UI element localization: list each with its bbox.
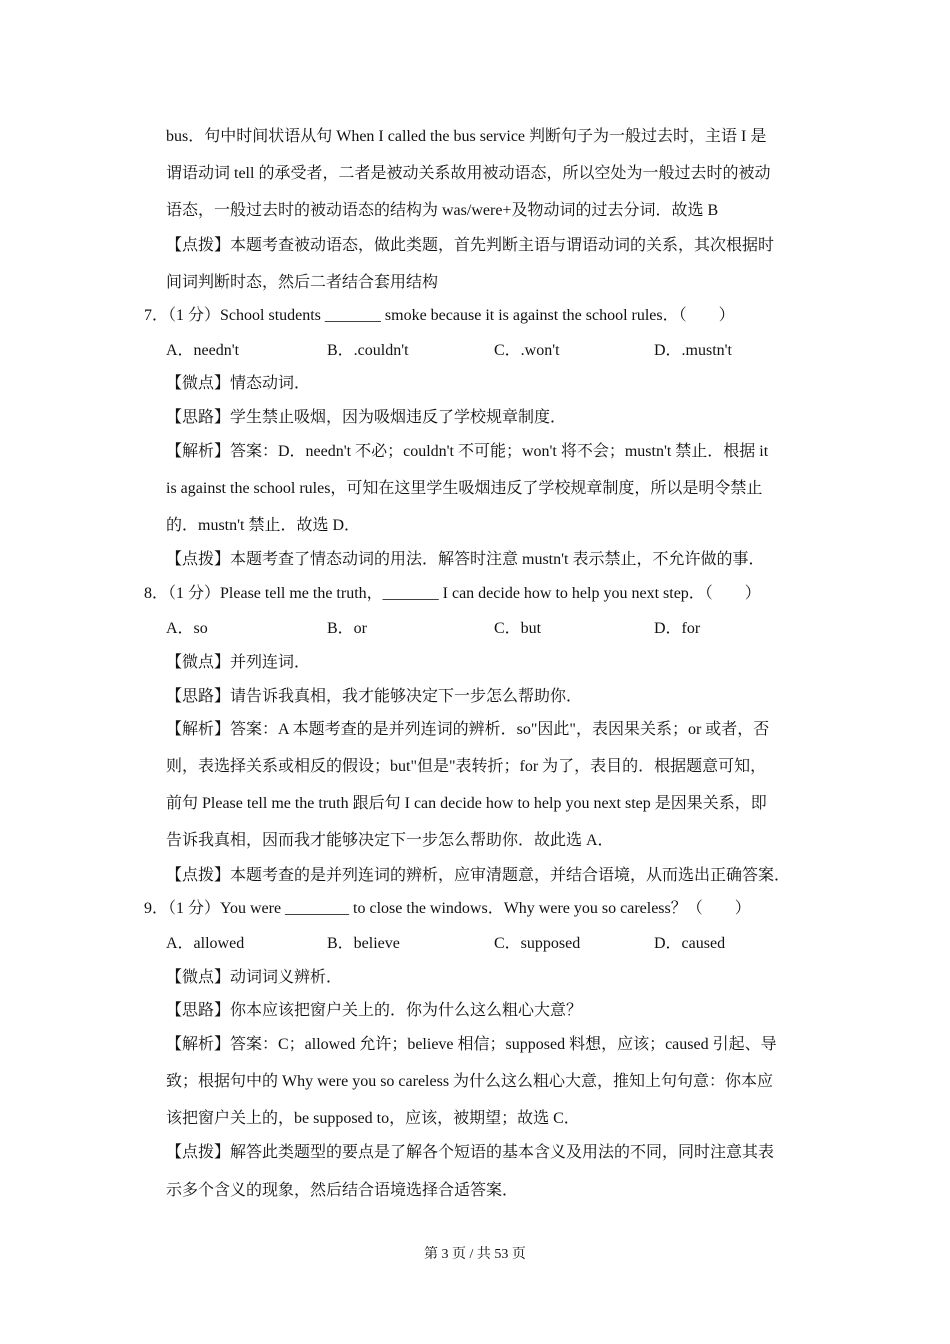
option-c: C．.won't (494, 342, 560, 359)
page-footer: 第 3 页 / 共 53 页 (424, 1247, 526, 1262)
dianbo-line: 【点拨】本题考查被动语态，做此类题，首先判断主语与谓语动词的关系，其次根据时 (166, 237, 775, 254)
dianbo-line: 【点拨】解答此类题型的要点是了解各个短语的基本含义及用法的不同，同时注意其表 (166, 1144, 775, 1161)
text-line: 谓语动词 tell 的承受者，二者是被动关系故用被动语态，所以空处为一般过去时的被动 (166, 165, 771, 182)
option-a: A．needn't (166, 342, 240, 359)
jiexi-line: 【解析】答案：C；allowed 允许；believe 相信；supposed 料想，应该；caused 引起、导 (166, 1036, 777, 1053)
question-7 (144, 306, 735, 326)
jiexi-line: 则，表选择关系或相反的假设；but"但是"表转折；for 为了，表目的．根据题意可知， (166, 758, 767, 775)
jiexi-line: 致；根据句中的 Why were you so careless 为什么这么粗心大意，推知上句句意：你本应 (166, 1073, 774, 1090)
jiexi-line: 的．mustn't 禁止．故选 D． (166, 517, 361, 534)
silu-line: 【思路】学生禁止吸烟，因为吸烟违反了学校规章制度． (166, 409, 567, 426)
question-stem: （1 分）Please tell me the truth，_______ I can decide how to help you next step．（ ） (168, 585, 761, 602)
weidian-line: 【微点】情态动词． (166, 375, 311, 392)
dianbo-line: 【点拨】本题考查了情态动词的用法．解答时注意 mustn't 表示禁止，不允许做的事． (166, 551, 765, 568)
option-b: B．.couldn't (327, 342, 409, 359)
jiexi-line: 前句 Please tell me the truth 跟后句 I can decide how to help you next step 是因果关系，即 (166, 795, 767, 812)
dianbo-line: 间词判断时态，然后二者结合套用结构 (166, 274, 439, 291)
weidian-line: 【微点】并列连词． (166, 654, 311, 671)
option-b: B．or (327, 620, 368, 637)
jiexi-line: 该把窗户关上的，be supposed to，应该，被期望；故选 C． (166, 1110, 580, 1127)
question-number: 9． (144, 900, 169, 917)
option-d: D．.mustn't (654, 342, 733, 359)
silu-line: 【思路】你本应该把窗户关上的．你为什么这么粗心大意？ (166, 1002, 583, 1019)
question-number: 7． (144, 307, 169, 324)
question-9 (144, 899, 751, 919)
weidian-line: 【微点】动词词义辨析． (166, 969, 343, 986)
silu-line: 【思路】请告诉我真相，我才能够决定下一步怎么帮助你． (166, 688, 583, 705)
text-line: bus．句中时间状语从句 When I called the bus service 判断句子为一般过去时，主语 I 是 (166, 128, 767, 145)
option-d: D．caused (654, 935, 726, 952)
text-line: 语态，一般过去时的被动语态的结构为 was/were+及物动词的过去分词．故选 B (166, 202, 719, 219)
option-b: B．believe (327, 935, 400, 952)
question-8 (144, 584, 761, 604)
jiexi-line: 【解析】答案：A 本题考查的是并列连词的辨析．so"因此"，表因果关系；or 或者，否 (166, 721, 770, 738)
jiexi-line: is against the school rules，可知在这里学生吸烟违反了学校规章制度，所以是明令禁止 (166, 480, 763, 497)
option-c: C．supposed (494, 935, 581, 952)
option-c: C．but (494, 620, 542, 637)
question-number: 8． (144, 585, 169, 602)
dianbo-line: 【点拨】本题考查的是并列连词的辨析，应审清题意，并结合语境，从而选出正确答案． (166, 867, 791, 884)
jiexi-line: 【解析】答案：D．needn't 不必；couldn't 不可能；won't 将不会；mustn't 禁止．根据 it (166, 443, 769, 460)
dianbo-line: 示多个含义的现象，然后结合语境选择合适答案． (166, 1182, 519, 1199)
question-stem: （1 分）School students _______ smoke because it is against the school rules．（ ） (168, 307, 735, 324)
question-stem: （1 分）You were ________ to close the windows．Why were you so careless？（ ） (168, 900, 751, 917)
jiexi-line: 告诉我真相，因而我才能够决定下一步怎么帮助你．故此选 A． (166, 832, 614, 849)
option-a: A．allowed (166, 935, 245, 952)
option-d: D．for (654, 620, 701, 637)
option-a: A．so (166, 620, 208, 637)
